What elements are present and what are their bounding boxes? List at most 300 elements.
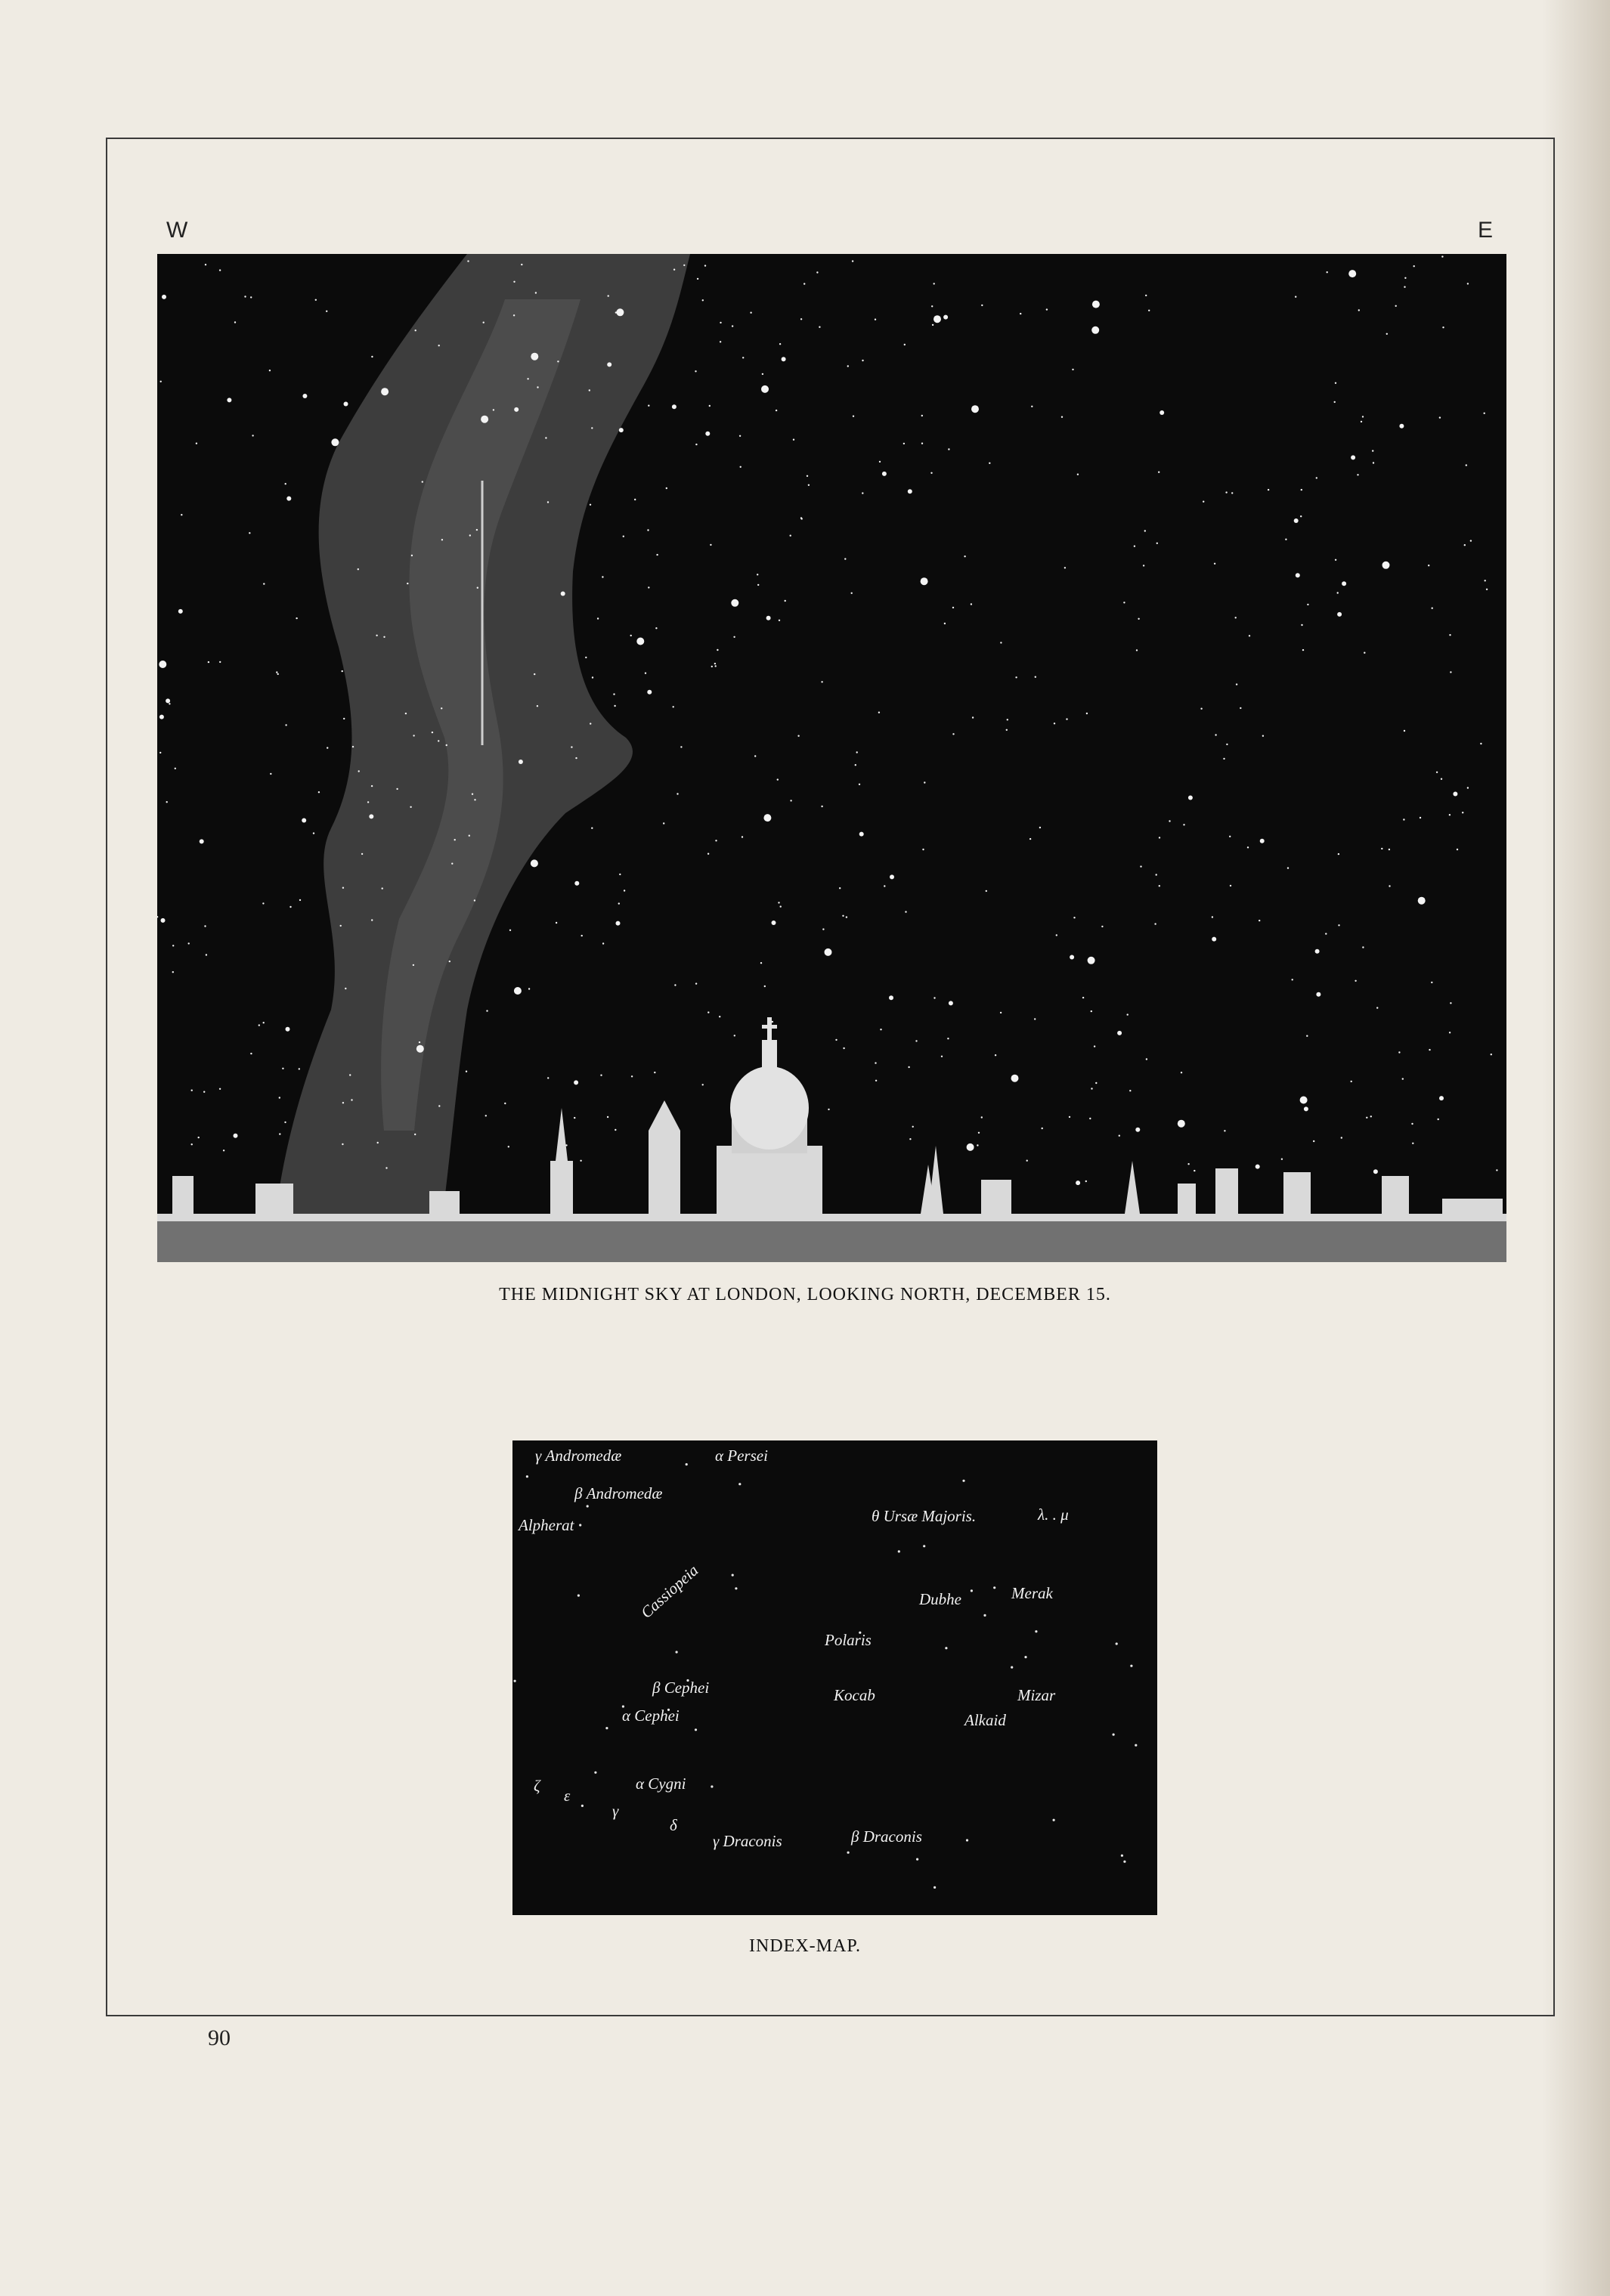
star [208,661,209,663]
star [1300,1097,1308,1104]
star [971,603,972,605]
star [1398,1051,1400,1053]
star [219,269,221,271]
star [981,305,983,306]
star [602,942,604,944]
star [467,260,469,261]
index-star [1116,1642,1118,1645]
star [1428,565,1429,566]
star [645,673,646,674]
star [1119,1135,1120,1137]
star [1449,1032,1451,1033]
star [656,554,658,555]
star [971,405,979,413]
star [821,806,822,807]
star [663,822,664,824]
star [944,623,946,624]
star [1061,416,1063,418]
star [414,1134,416,1135]
star [1449,634,1451,636]
star [285,724,286,726]
star [250,296,252,298]
star [623,536,624,537]
star [504,1103,506,1104]
star [1366,1117,1367,1119]
star [469,534,471,536]
star [285,483,286,484]
star [740,466,742,468]
star [666,487,667,489]
star [986,890,987,892]
star [1358,309,1360,311]
star [933,283,935,284]
star [909,1138,911,1140]
star [734,1035,735,1036]
star [785,600,786,602]
star [808,484,810,486]
star [382,887,383,889]
star [234,321,236,323]
star [1144,530,1146,531]
star [1181,1072,1182,1073]
star [672,404,677,409]
star [1389,849,1390,850]
star [351,1099,352,1100]
star [847,365,849,367]
star [263,583,265,584]
label-delta: δ [670,1816,677,1834]
star [263,1022,265,1023]
star [385,1167,387,1168]
index-star [579,1524,581,1526]
star [764,986,766,987]
star [249,532,250,534]
star [915,1040,917,1041]
star [1064,567,1066,568]
star [483,322,485,323]
label-alpha-cephei: α Cephei [622,1707,680,1725]
compass-west-label: W [166,218,188,243]
star [413,964,414,966]
star [1357,474,1358,475]
index-star [686,1463,688,1465]
star [1302,649,1304,651]
star [1260,839,1265,843]
star [1389,885,1390,887]
index-star [933,1886,936,1889]
star [978,1132,980,1134]
star [1000,642,1002,643]
star [469,835,470,837]
star [1089,1118,1091,1119]
star [967,1143,974,1151]
star [1212,937,1216,942]
star [1169,820,1170,822]
star [631,1075,633,1077]
star [191,1090,193,1091]
star [1381,848,1382,849]
star [1351,1081,1352,1082]
star [203,1091,205,1093]
star [537,386,538,388]
star [1086,713,1088,714]
index-star [735,1587,737,1589]
star [1301,489,1302,490]
star [451,863,453,865]
star [1370,1116,1372,1117]
star [695,370,696,372]
star [575,757,577,759]
star [673,269,675,271]
star [1457,849,1458,850]
star [1146,1058,1147,1060]
star [591,427,593,429]
star [1129,1090,1131,1091]
star [160,381,162,382]
star [296,617,297,619]
star [466,1071,467,1072]
star [844,558,846,559]
star [419,1041,420,1043]
index-star [514,1680,516,1682]
star [474,899,475,901]
star [371,785,373,787]
star [1449,814,1451,815]
index-map-caption: INDEX-MAP. [749,1936,861,1956]
label-epsilon: ε [564,1787,571,1805]
star [1429,1049,1430,1051]
star [284,1122,286,1123]
star [441,539,443,540]
star [1076,1180,1080,1185]
index-star [898,1550,900,1552]
star [1215,734,1216,735]
star [411,555,413,556]
star [1300,515,1302,517]
star [1362,416,1364,417]
star [875,1080,877,1081]
star [345,988,346,989]
star [683,265,685,266]
index-star [1130,1665,1132,1667]
index-star [1011,1666,1013,1669]
star [422,481,423,482]
star [1486,589,1488,590]
index-star [983,1614,986,1617]
star [1123,602,1125,603]
star [581,935,583,936]
star [1361,421,1362,422]
star [884,885,885,887]
star [508,1146,509,1147]
star [947,1038,949,1039]
star [592,676,593,678]
star [514,407,519,412]
star [1453,792,1457,797]
star [342,1102,344,1103]
star [757,584,759,586]
star [169,703,170,704]
star [862,360,863,361]
star [531,859,538,867]
star [318,791,320,793]
star [989,463,990,464]
star [739,435,741,437]
star [1015,676,1017,678]
star [647,690,652,695]
star [1432,608,1433,609]
star [839,887,841,889]
star [732,325,733,326]
star [279,1097,280,1098]
star [1066,718,1067,719]
star [1411,1123,1413,1125]
star [1039,827,1041,828]
star [1335,382,1336,384]
star [889,995,893,1000]
star [772,1021,773,1023]
star [952,607,954,608]
star [921,415,923,416]
star [486,1010,488,1011]
star [358,770,360,772]
star [904,344,906,345]
star [1046,308,1048,310]
star [1255,1165,1260,1169]
star [1134,546,1135,547]
star [159,752,161,753]
index-star [945,1647,947,1649]
star [933,997,935,998]
star [1404,730,1405,732]
star [1351,455,1355,460]
st-pauls-cathedral [717,1017,822,1221]
star [1294,518,1299,523]
star [416,1045,424,1053]
label-zeta: ζ [534,1777,540,1795]
star [349,1074,351,1075]
star [1054,723,1055,724]
star [859,784,860,785]
star [376,635,377,636]
star [882,472,887,476]
star [580,1160,581,1162]
star [449,961,450,962]
star [1235,617,1237,618]
star [1420,817,1421,818]
star [1341,1137,1342,1138]
label-beta-andromedae: β Andromedæ [574,1484,663,1502]
star [1313,1140,1314,1142]
star [618,902,620,904]
star [1412,1143,1413,1144]
star [766,616,771,620]
star [344,402,348,407]
star [574,1080,578,1085]
star [731,599,738,607]
star [415,330,416,331]
star [1034,1018,1036,1020]
star [859,832,864,837]
star [262,902,264,904]
star [527,378,528,379]
index-map [512,1440,1157,1915]
star [166,698,170,703]
star [196,443,197,444]
label-polaris: Polaris [825,1631,872,1649]
star [613,693,615,695]
star [547,501,549,503]
label-beta-cephei: β Cephei [652,1679,710,1697]
star [1395,305,1397,307]
star [1466,464,1467,466]
star [862,492,863,494]
star [719,1016,720,1017]
star [1484,413,1485,414]
star [648,405,649,407]
index-star [1113,1734,1115,1736]
star [227,398,231,402]
star [331,438,339,446]
star [800,318,802,320]
star [972,716,974,718]
star [1187,1163,1189,1165]
star [821,681,822,682]
star [206,954,207,955]
star [742,357,744,358]
star [159,715,164,719]
star [875,1062,876,1063]
star [695,982,697,984]
star [1183,824,1184,825]
star [1470,540,1472,541]
star [776,410,777,411]
star [634,499,636,500]
star [1231,492,1233,494]
star [371,356,373,357]
label-gamma-draconis: γ Draconis [713,1832,782,1850]
star [519,760,523,764]
star [648,586,649,588]
star [1373,462,1374,463]
star [282,1068,283,1069]
star [1334,401,1336,403]
star [1372,450,1373,451]
star [367,801,369,803]
star [493,409,494,410]
star [574,1117,575,1119]
star [396,788,398,790]
star [933,315,941,323]
index-star [1135,1744,1137,1747]
star [534,673,535,675]
label-alpherat: Alpherat [519,1516,574,1534]
index-star-dots [514,1463,1138,1889]
index-star [916,1858,918,1861]
star [250,1053,252,1054]
star [777,778,779,780]
index-star [587,1505,589,1507]
star [476,529,478,531]
star [1011,1075,1019,1082]
star [1462,812,1463,813]
star [709,405,711,407]
index-star [711,1785,713,1787]
page-number: 90 [208,2025,231,2050]
star [772,921,776,925]
star [1268,489,1269,490]
star [361,853,363,855]
star [590,504,591,506]
star [995,1054,996,1056]
star [1467,787,1469,788]
star [754,755,756,757]
star [941,1056,943,1057]
star [908,489,912,494]
star [342,670,343,672]
star [161,918,166,923]
star [441,707,442,709]
star [327,747,328,748]
star [880,1029,881,1030]
star [616,921,621,926]
star [853,416,854,417]
star [342,1143,343,1145]
star [1418,897,1426,905]
star [1431,982,1432,983]
star [825,948,832,956]
star [1307,604,1308,605]
star [742,836,743,837]
label-kocab: Kocab [834,1686,875,1704]
star [1337,592,1339,593]
star [1485,580,1486,581]
star [477,587,478,589]
star [219,1088,221,1090]
star [591,828,593,829]
star [259,1024,260,1026]
star [1031,406,1033,407]
star [472,794,473,795]
star [188,942,190,944]
star [1230,885,1231,887]
star [1160,410,1164,415]
star [369,814,373,818]
star [1496,1169,1497,1171]
star [624,890,625,891]
star [270,773,271,775]
star [1091,1010,1092,1012]
star [1262,735,1264,737]
star [1376,1007,1378,1008]
star [252,435,253,436]
label-gamma: γ [612,1802,619,1820]
star [932,324,933,326]
star [1154,923,1156,924]
star [702,1084,704,1085]
star [1287,867,1289,868]
star [856,751,858,753]
index-star [1121,1855,1123,1857]
star [590,723,591,724]
star [547,1077,549,1078]
star [636,638,644,645]
star [720,341,721,342]
star [1402,1078,1404,1079]
star [438,740,439,741]
star [514,987,522,995]
star [1088,957,1095,964]
